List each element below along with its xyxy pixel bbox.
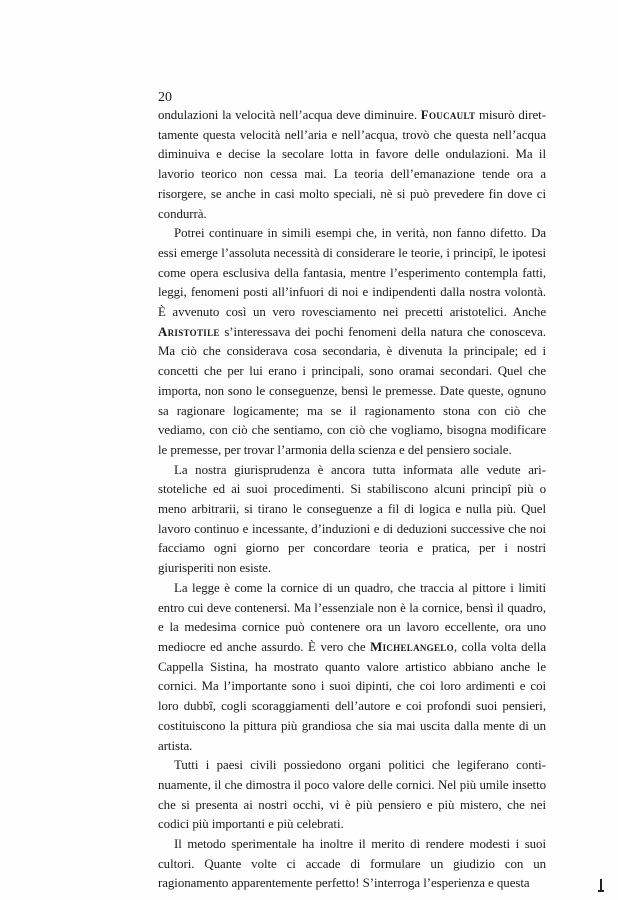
- text-run: misurò direttamente questa velocità nell’aria e nell’acqua, trovò che questa nell’acqua diminuiva e decise la secolare lotta in favore delle ondulazioni. Ma il lavorio teorico non cessa mai. La teoria dell’emanazione tende ora a risorgere, se anche in casi molto speciali, nè si può prevedere fin dove ci condurrà.: [158, 108, 546, 221]
- page-number: 20: [158, 90, 172, 105]
- body-text: [158, 106, 546, 894]
- text-run: , colla volta della Cappella Sistina, ha mostrato quanto valore artistico abbiano anche le cornici. Ma l’importante sono i suoi dipinti, che coi loro ardimenti e coi loro dubbî, cogli scoraggiamenti dell’autore e coi profondi suoi pensieri, costituiscono la pittura più grandiosa che sia mai uscita dalla mente di un artista.: [158, 639, 546, 753]
- name-foucault: Foucault: [420, 108, 476, 122]
- text-run: La nostra giurisprudenza è ancora tutta informata alle vedute aristoteliche ed ai suoi procedimenti. Si stabiliscono alcuni principî più o meno arbitrarii, si tirano le conseguenze a fil di logica e nulla più. Quel lavoro continuo e incessante, d’induzioni e di deduzioni successive che noi facciamo ogni giorno per concordare teoria e pratica, per i nostri giurisperiti non esiste.: [158, 462, 546, 576]
- text-run: Tutti i paesi civili possiedono organi politici che legiferano continuamente, il che dimostra il poco valore delle cornici. Nel più umile insetto che si presenta ai nostri occhi, vi è più pensiero e più mistero, che nei codici più importanti e più celebrati.: [158, 758, 546, 832]
- corner-mark-icon: [597, 878, 605, 892]
- paragraph-2: [158, 224, 546, 460]
- name-aristotile: Aristotile: [158, 324, 220, 339]
- paragraph-4: [158, 579, 546, 756]
- text-run: La legge è come la cornice di un quadro, che traccia al pittore i limiti entro cui deve contenersi. Ma l’essenziale non è la cornice, bensì il quadro, e la medesima cornice può contenere ora un lavoro eccellente, ora uno mediocre ed anche assurdo. È vero che: [158, 580, 546, 654]
- text-run: s’interessava dei pochi fenomeni della natura che conosceva. Ma ciò che considerava cosa secondaria, è divenuta la principale; ed i concetti che per lui erano i principali, sono oramai secondari. Quel che importa, non sono le conseguenze, bensì le premesse. Date queste, ognuno sa ragionare logicamente; ma se il ragionamento stona con ciò che vediamo, con ciò che sentiamo, con ciò che vogliamo, bisogna modificare le premesse, per trovar l’armonia della scienza e del pensiero sociale.: [158, 324, 546, 457]
- text-run: ondulazioni la velocità nell’acqua deve diminuire.: [158, 108, 421, 122]
- paragraph-5: [158, 756, 546, 835]
- text-run: Potrei continuare in simili esempi che, in verità, non fanno difetto. Da essi emerge l’assoluta necessità di considerare le teorie, i principî, le ipotesi come opera esclusiva della fantasia, mentre l’esperimento contempla fatti, leggi, fenomeni posti all’infuori di noi e indipendenti dalla nostra volontà. È avvenuto così un vero rovesciamento nei precetti aristotelici. Anche: [158, 226, 546, 320]
- scan-artifact-mark: [597, 878, 605, 892]
- paragraph-3: [158, 461, 546, 579]
- name-michelangelo: Michelangelo: [370, 639, 454, 654]
- text-run: Il metodo sperimentale ha inoltre il merito di rendere modesti i suoi cultori. Quante volte ci accade di formulare un giudizio con un ragionamento apparentemente perfetto! S’interroga l’esperienza e questa: [158, 837, 546, 891]
- paragraph-1: [158, 106, 546, 224]
- paragraph-6: [158, 835, 546, 894]
